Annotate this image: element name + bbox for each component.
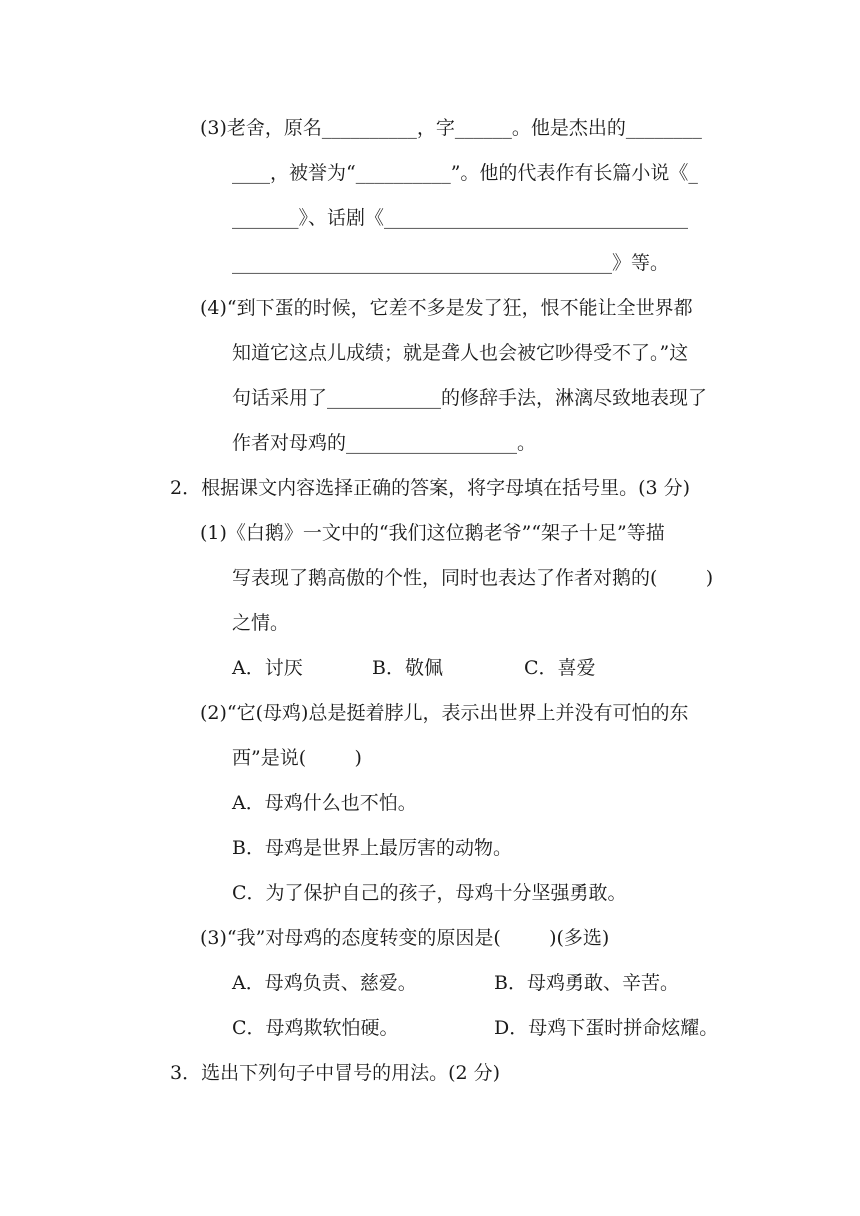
q1-3-line-4: ________________________________________》等。 [232,252,670,274]
q2-3-option-c: C．母鸡欺软怕硬。 [232,1017,399,1039]
q2-1-option-b: B．敬佩 [372,657,443,679]
q2-2-option-c: C．为了保护自己的孩子，母鸡十分坚强勇敢。 [232,882,627,904]
q2-3-option-b: B．母鸡勇敢、辛苦。 [494,972,679,994]
q2-2-option-b: B．母鸡是世界上最厉害的动物。 [232,837,512,859]
q2-1-line-1: (1)《白鹅》一文中的“我们这位鹅老爷”“架子十足”等描 [200,522,665,544]
q1-4-line-3: 句话采用了____________的修辞手法，淋漓尽致地表现了 [232,387,708,409]
q1-3-line-1: (3)老舍，原名__________，字______。他是杰出的________ [200,117,702,139]
q1-4-line-4: 作者对母鸡的__________________。 [232,432,537,454]
q3-heading: 3．选出下列句子中冒号的用法。(2 分) [170,1062,501,1084]
q2-3-option-a: A．母鸡负责、慈爱。 [232,972,417,994]
q1-3-line-3: _______》、话剧《________________________________ [232,207,689,229]
q2-2-line-1: (2)“它(母鸡)总是挺着脖儿，表示出世界上并没有可怕的东 [200,702,689,724]
q2-heading: 2．根据课文内容选择正确的答案，将字母填在括号里。(3 分) [170,477,691,499]
q2-2-line-2: 西”是说( ) [232,747,362,769]
q1-4-line-2: 知道它这点儿成绩；就是聋人也会被它吵得受不了。”这 [232,342,689,364]
q2-2-option-a: A．母鸡什么也不怕。 [232,792,417,814]
q2-3-line-1: (3)“我”对母鸡的态度转变的原因是( )(多选) [200,927,610,949]
q1-3-line-2: ____，被誉为“__________”。他的代表作有长篇小说《_ [232,162,698,184]
q2-1-line-3: 之情。 [232,612,290,634]
q2-1-line-2: 写表现了鹅高傲的个性，同时也表达了作者对鹅的( ) [232,567,714,589]
q2-3-option-d: D．母鸡下蛋时拼命炫耀。 [494,1017,719,1039]
q2-1-option-a: A．讨厌 [232,657,303,679]
q1-4-line-1: (4)“到下蛋的时候，它差不多是发了狂，恨不能让全世界都 [200,297,693,319]
q2-1-option-c: C．喜爱 [524,657,596,679]
